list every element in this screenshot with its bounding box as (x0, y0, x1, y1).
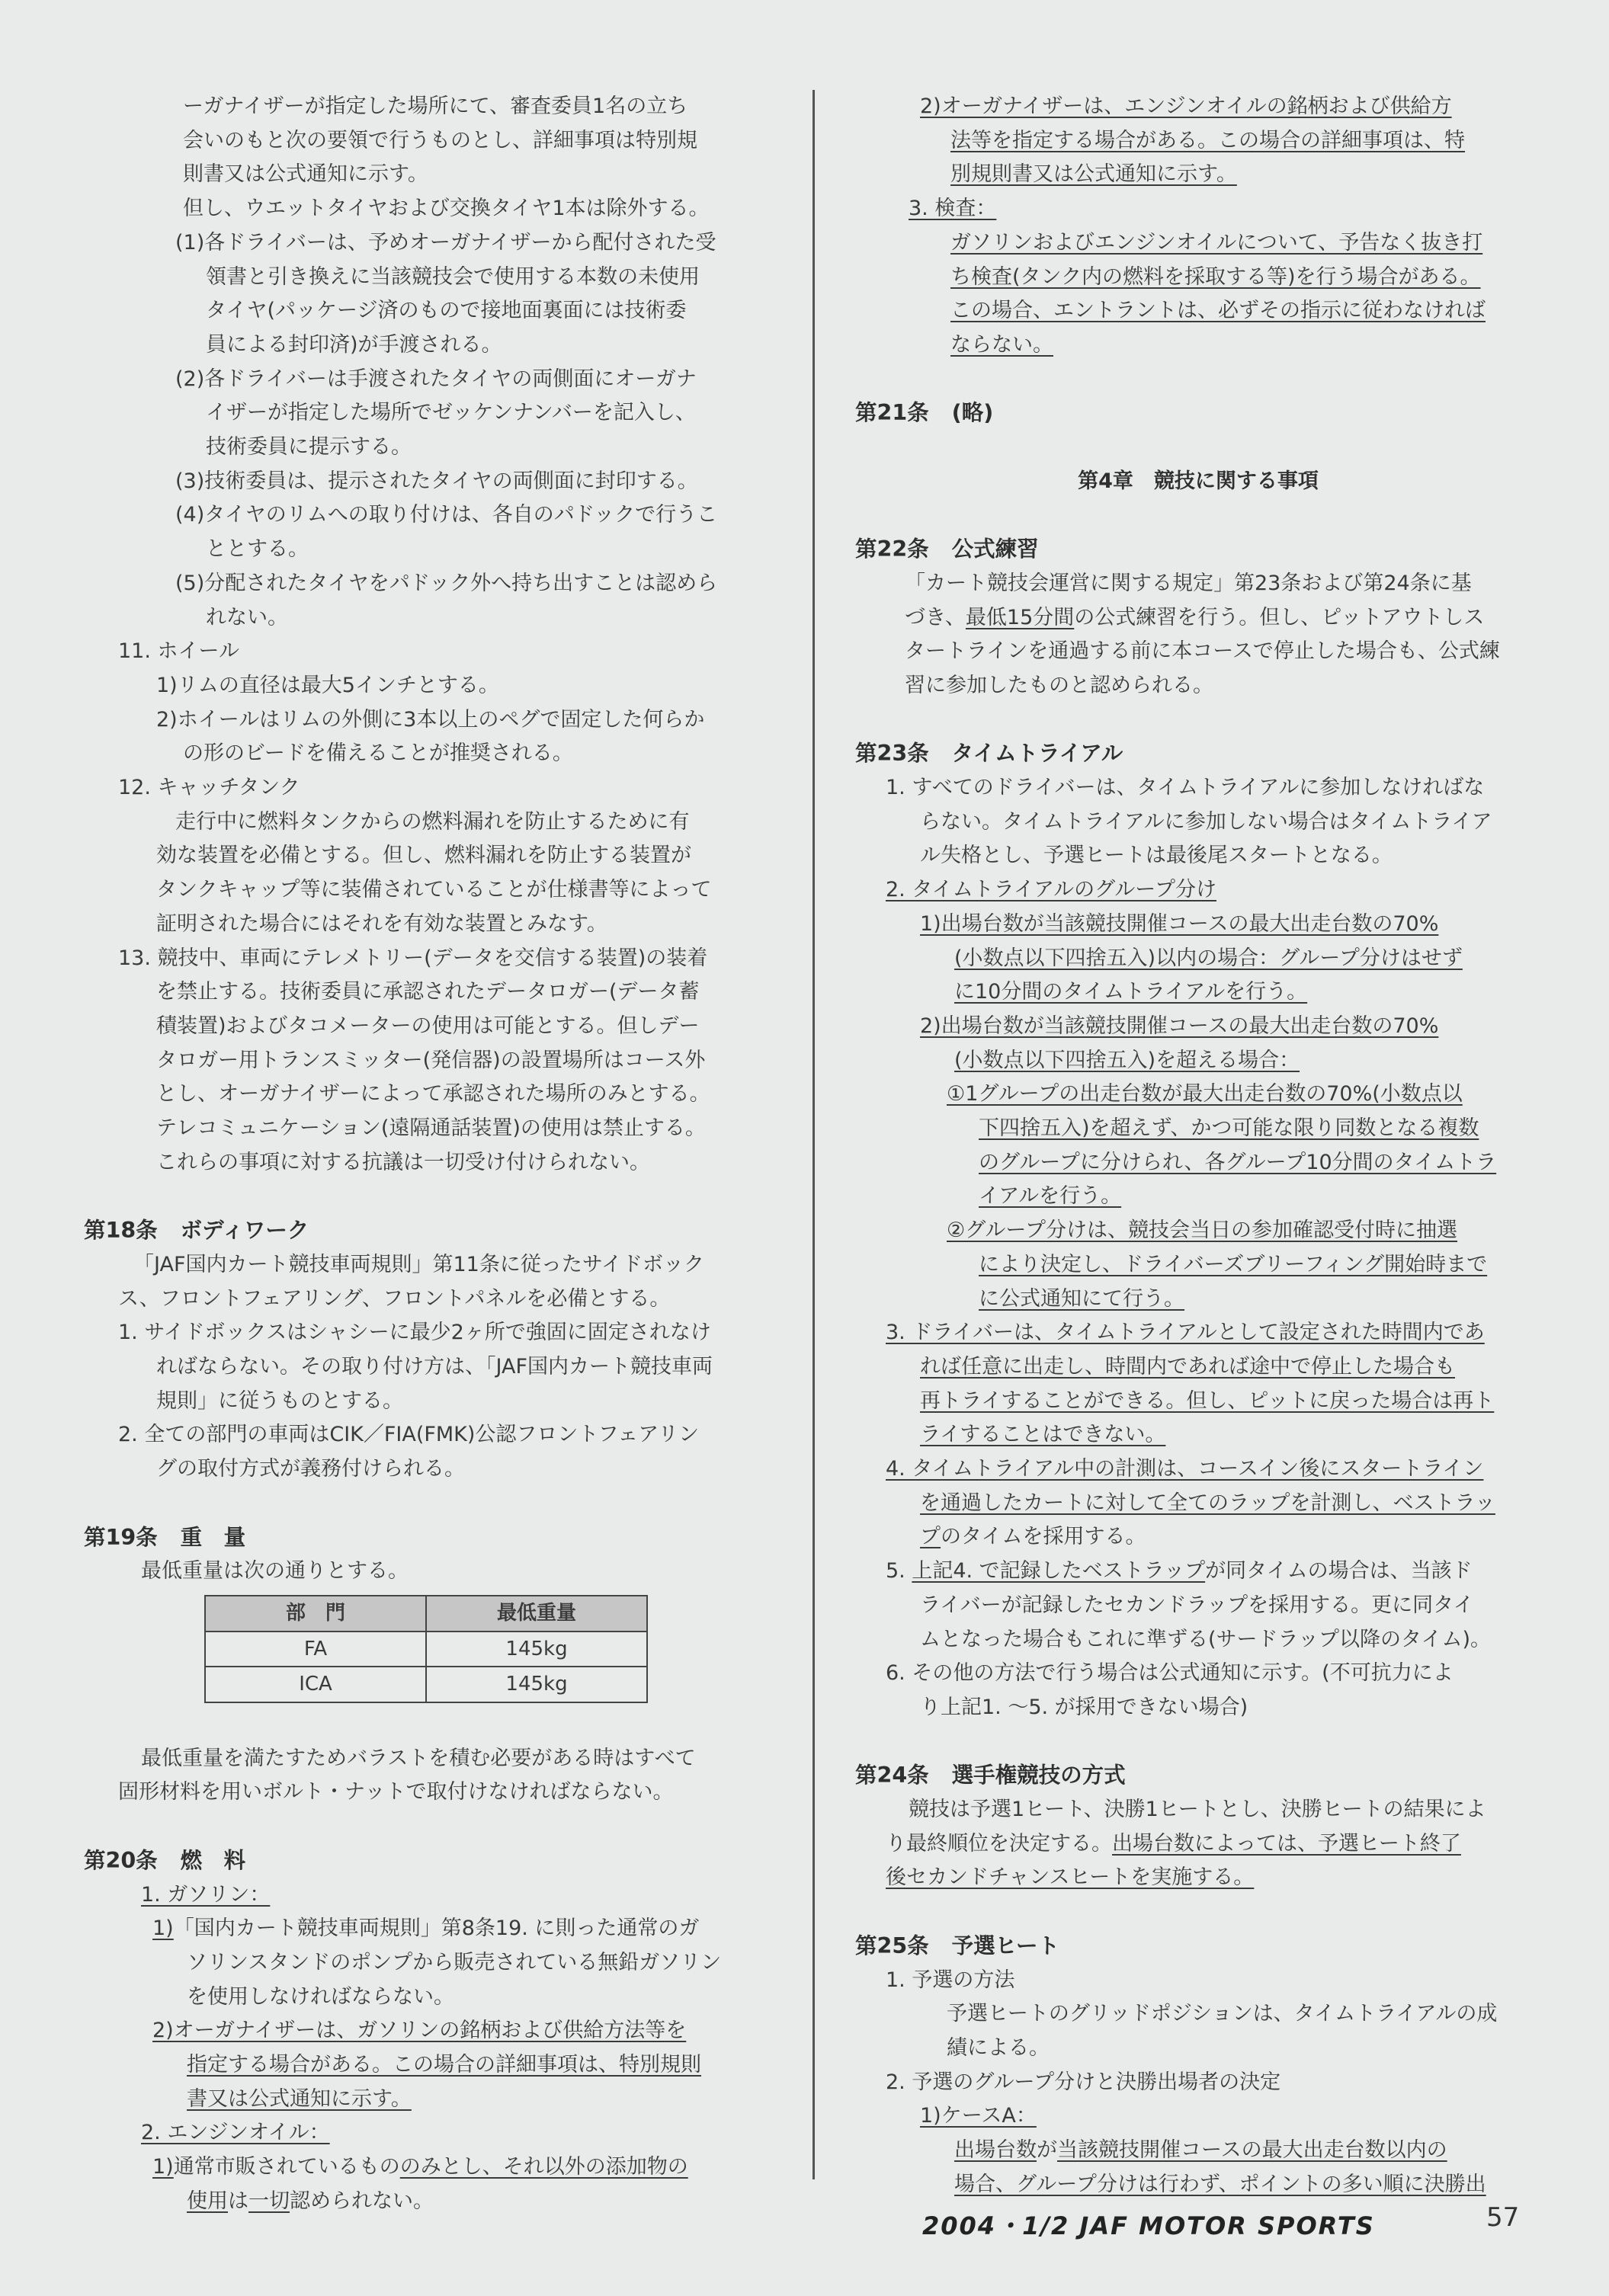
text-line (855, 839, 1541, 873)
text-line (84, 1248, 774, 1282)
text-span: が同タイムの場合は、当該ド (1205, 1559, 1473, 1584)
text-span: ス、フロントフェアリング、フロントパネルを必備とする。 (118, 1286, 671, 1311)
text-line (855, 192, 1541, 226)
text-span: 走行中に燃料タンクからの燃料漏れを防止するために有 (175, 809, 690, 834)
text-span: 12. キャッチタンク (118, 776, 300, 800)
text-line (855, 1589, 1541, 1623)
spacer (855, 363, 1541, 397)
text-line (855, 226, 1541, 261)
underlined-text: 再トライすることができる。但し、ピットに戻った場合は再ト (920, 1388, 1495, 1413)
text-line (84, 703, 774, 738)
text-span: 6. その他の方法で行う場合は公式通知に示す。(不可抗力によ (886, 1661, 1454, 1686)
text-span: づき、 (905, 605, 966, 629)
text-span: 1. サイドボックスはシャシーに最少2ヶ所で強固に固定されなけ (118, 1321, 711, 1345)
text-line (855, 2134, 1541, 2168)
underlined-text: を通過したカートに対して全てのラップを計測し、ベストラッ (920, 1491, 1495, 1515)
text-span: 第18条 (84, 1218, 158, 1244)
text-span: 証明された場合にはそれを有効な装置とみなす。 (156, 911, 607, 936)
spacer (855, 431, 1541, 465)
spacer (84, 1810, 774, 1844)
text-span: 1)リムの直径は最大5インチとする。 (156, 673, 499, 697)
text-line (855, 294, 1541, 328)
page-number: 57 (1486, 2202, 1520, 2233)
text-line (855, 1452, 1541, 1487)
text-line (855, 567, 1541, 601)
text-span: 選手権競技の方式 (951, 1763, 1126, 1788)
text-span: のタイムを採用する。 (941, 1525, 1146, 1549)
text-line (84, 1946, 774, 1981)
table-header: 最低重量 (426, 1596, 647, 1632)
text-span: 通常市販されているもの (173, 2155, 400, 2179)
text-line (855, 1385, 1541, 1419)
text-span: ソリンスタンドのポンプから販売されている無鉛ガソリン (187, 1950, 722, 1974)
text-span: ボディワーク (180, 1218, 309, 1244)
text-line (855, 1997, 1541, 2032)
text-span: 2. 全ての部門の車両はCIK／FIA(FMK)公認フロントフェアリン (118, 1423, 700, 1447)
underlined-text: 2. エンジンオイル： (141, 2121, 330, 2145)
text-span: タートラインを通過する前に本コースで停止した場合も、公式練 (905, 639, 1500, 664)
text-line (855, 1555, 1541, 1589)
text-line (855, 2099, 1541, 2134)
text-line (855, 1180, 1541, 1214)
article-heading (84, 1521, 774, 1555)
underlined-text: 1)ケースA： (920, 2104, 1037, 2128)
text-line (855, 873, 1541, 908)
underlined-text: ②グループ分けは、競技会当日の参加確認受付時に抽選 (947, 1218, 1458, 1243)
text-span: 2)ホイールはリムの外側に3本以上のペグで固定した何らか (156, 707, 705, 732)
text-span: (3)技術委員は、提示されたタイヤの両側面に封印する。 (175, 469, 698, 493)
text-span: ーガナイザーが指定した場所にて、審査委員1名の立ち (183, 94, 688, 118)
spacer (84, 1487, 774, 1521)
text-span: の公式練習を行う。但し、ピットアウトしス (1074, 605, 1485, 629)
underlined-text: れば任意に出走し、時間内であれば途中で停止した場合も (920, 1354, 1455, 1379)
text-line (84, 396, 774, 431)
underlined-text: ち検査(タンク内の燃料を採取する等)を行う場合がある。 (950, 264, 1481, 289)
text-span: 13. 競技中、車両にテレメトリー(データを交信する装置)の装着 (118, 946, 708, 970)
text-line (84, 1385, 774, 1419)
article-heading (855, 533, 1541, 567)
underlined-text: 別規則書又は公式通知に示す。 (950, 162, 1237, 187)
text-line (855, 1248, 1541, 1282)
text-line (855, 1316, 1541, 1350)
text-line (855, 942, 1541, 976)
text-line (84, 805, 774, 840)
underlined-text: に10分間のタイムトライアルを行う。 (954, 980, 1308, 1004)
text-line (855, 975, 1541, 1010)
text-line (84, 328, 774, 363)
text-span: 固形材料を用いボルト・ナットで取付けなければならない。 (118, 1780, 674, 1804)
text-span: り最終順位を決定する。 (886, 1831, 1112, 1856)
text-line (84, 261, 774, 295)
text-span: (1)各ドライバーは、予めオーガナイザーから配付された受 (175, 230, 716, 255)
text-span: 「カート競技会運営に関する規定」第23条および第24条に基 (905, 571, 1472, 595)
text-line (84, 2116, 774, 2150)
table-cell: 145kg (426, 1667, 647, 1702)
text-line (84, 942, 774, 976)
text-span: 員による封印済)が手渡される。 (206, 332, 502, 357)
table-header: 部 門 (205, 1596, 426, 1632)
text-span: ライバーが記録したセカンドラップを採用する。更に同タイ (920, 1593, 1474, 1617)
text-span: が (1037, 2138, 1057, 2163)
table-cell: 145kg (426, 1632, 647, 1667)
text-span: タイヤ(パッケージ済のもので接地面裏面には技術委 (206, 299, 687, 323)
text-line (855, 261, 1541, 295)
article-heading (855, 396, 1541, 431)
text-span: らない。タイムトライアルに参加しない場合はタイムトライア (920, 809, 1492, 834)
table-cell: ICA (205, 1667, 426, 1702)
text-line (855, 1112, 1541, 1146)
text-line (84, 431, 774, 465)
underlined-text: のみとし、それ以外の添加物の (399, 2155, 688, 2179)
text-span: (2)各ドライバーは手渡されたタイヤの両側面にオーガナ (175, 367, 697, 391)
underlined-text: 指定する場合がある。この場合の詳細事項は、特別規則 (187, 2053, 701, 2077)
text-span: 但し、ウエットタイヤおよび交換タイヤ1本は除外する。 (183, 197, 710, 221)
text-span: 規則」に従うものとする。 (156, 1388, 403, 1413)
underlined-text: 3. 検査： (909, 197, 997, 221)
text-line (855, 601, 1541, 636)
text-span: 2. 予選のグループ分けと決勝出場者の決定 (886, 2070, 1281, 2094)
weight-table (204, 1595, 648, 1703)
left-column (84, 90, 774, 2219)
text-line (84, 567, 774, 601)
spacer (84, 1708, 774, 1742)
underlined-text: (小数点以下四捨五入)を超える場合： (954, 1048, 1300, 1072)
underlined-text: 2. タイムトライアルのグループ分け (886, 878, 1216, 902)
text-line (84, 2014, 774, 2048)
text-span: 1. すべてのドライバーは、タイムトライアルに参加しなければな (886, 776, 1485, 799)
underlined-text: 1. ガソリン： (141, 1882, 271, 1907)
text-line (855, 1657, 1541, 1691)
text-line (855, 124, 1541, 159)
text-span: 第25条 (855, 1933, 929, 1958)
underlined-text: ならない。 (950, 332, 1053, 357)
text-span: 最低重量は次の通りとする。 (141, 1559, 409, 1584)
text-line (855, 328, 1541, 363)
text-line (84, 1078, 774, 1112)
text-span: は (228, 2189, 248, 2213)
text-line (84, 1878, 774, 1913)
underlined-text: 場合、グループ分けは行わず、ポイントの多い順に決勝出 (954, 2172, 1486, 2196)
text-line (855, 1010, 1541, 1044)
table-row (205, 1667, 647, 1702)
text-span: 第23条 (855, 741, 929, 767)
underlined-text: ①1グループの出走台数が最大出走台数の70%(小数点以 (947, 1082, 1463, 1106)
spacer (855, 1725, 1541, 1760)
text-line (84, 498, 774, 533)
text-span: (4)タイヤのリムへの取り付けは、各自のパドックで行うこ (175, 503, 718, 527)
spacer (855, 498, 1541, 533)
table-header-row (205, 1596, 647, 1632)
text-span: タイムトライアル (951, 741, 1123, 767)
text-span: り上記1. ～5. が採用できない場合) (920, 1695, 1248, 1719)
underlined-text: 2)出場台数が当該競技開催コースの最大出走台数の70% (920, 1014, 1439, 1038)
text-span: タンクキャップ等に装備されていることが仕様書等によって (156, 878, 712, 902)
article-heading (84, 1844, 774, 1878)
text-line (84, 158, 774, 192)
text-line (84, 839, 774, 873)
text-span: 第24条 (855, 1763, 929, 1788)
text-span: イザーが指定した場所でゼッケンナンバーを記入し、 (206, 401, 696, 425)
text-line (855, 2168, 1541, 2202)
text-line (84, 601, 774, 636)
text-line (855, 1214, 1541, 1248)
underlined-text: ライすることはできない。 (920, 1423, 1166, 1447)
text-span: これらの事項に対する抗議は一切受け付けられない。 (156, 1150, 650, 1174)
text-line (84, 1282, 774, 1317)
text-line (855, 1487, 1541, 1521)
text-line (84, 1350, 774, 1385)
text-line (855, 771, 1541, 805)
text-span: ムとなった場合もこれに準ずる(サードラップ以降のタイム)。 (920, 1627, 1491, 1651)
text-span: の形のビードを備えることが推奨される。 (183, 741, 573, 766)
text-line (84, 1112, 774, 1146)
text-line (855, 1282, 1541, 1317)
article-heading (855, 1759, 1541, 1793)
text-span: とし、オーガナイザーによって承認された場所のみとする。 (156, 1082, 710, 1106)
underlined-text: 2)オーガナイザーは、エンジンオイルの銘柄および供給方 (920, 94, 1452, 118)
text-span: 「JAF国内カート競技車両規則」第11条に従ったサイドボック (133, 1252, 704, 1276)
text-line (84, 873, 774, 908)
underlined-text: 後セカンドチャンスヒートを実施する。 (886, 1865, 1255, 1890)
article-heading (855, 737, 1541, 771)
text-line (855, 2066, 1541, 2100)
underlined-text: 使用 (187, 2189, 228, 2213)
underlined-text: プ (920, 1525, 941, 1549)
text-line (855, 90, 1541, 124)
text-span: グの取付方式が義務付けられる。 (156, 1457, 465, 1481)
text-line (84, 1742, 774, 1776)
text-span: れない。 (206, 605, 288, 629)
text-span: 燃 料 (180, 1847, 246, 1873)
text-line (855, 2032, 1541, 2066)
text-line (855, 1350, 1541, 1385)
text-span: 第22条 (855, 536, 929, 562)
text-line (84, 124, 774, 159)
text-line (855, 1861, 1541, 1895)
text-span: 「国内カート競技車両規則」第8条19. に則った通常のガ (173, 1917, 700, 1941)
table-cell: FA (205, 1632, 426, 1667)
text-line (84, 226, 774, 261)
text-span: 績による。 (947, 2035, 1050, 2060)
text-span: 会いのもと次の要領で行うものとし、詳細事項は特別規 (183, 128, 697, 152)
text-line (855, 1520, 1541, 1555)
text-span: 領書と引き換えに当該競技会で使用する本数の未使用 (206, 264, 700, 289)
text-span: 1. 予選の方法 (886, 1968, 1015, 1992)
text-line (84, 363, 774, 397)
text-span: ル失格とし、予選ヒートは最後尾スタートとなる。 (920, 844, 1393, 868)
text-span: 最低重量を満たすためバラストを積む必要がある時はすべて (141, 1746, 696, 1770)
table-row (205, 1632, 647, 1667)
text-line (855, 1793, 1541, 1827)
underlined-text: 法等を指定する場合がある。この場合の詳細事項は、特 (950, 128, 1465, 152)
underlined-text: (小数点以下四捨五入)以内の場合：グループ分けはせず (954, 946, 1463, 970)
text-span: (5)分配されたタイヤをパドック外へ持ち出すことは認めら (175, 571, 718, 595)
text-line (84, 908, 774, 942)
text-span: 予選ヒート (951, 1933, 1060, 1958)
magazine-footer: 2004・1/2 JAF MOTOR SPORTS (922, 2211, 1375, 2240)
text-line (855, 1044, 1541, 1078)
spacer (855, 703, 1541, 738)
text-span: 習に参加したものと認められる。 (905, 673, 1213, 697)
underlined-text: 下四捨五入)を超えず、かつ可能な限り同数となる複数 (979, 1116, 1479, 1141)
text-span: (略) (951, 400, 994, 426)
text-span: を禁止する。技術委員に承認されたデータロガー(データ蓄 (156, 980, 700, 1004)
text-span: 第21条 (855, 400, 929, 426)
text-line (855, 158, 1541, 192)
underlined-text: 1) (152, 2155, 174, 2179)
underlined-text: イアルを行う。 (979, 1184, 1122, 1209)
text-line (84, 465, 774, 499)
text-line (84, 1044, 774, 1078)
text-span: を使用しなければならない。 (187, 1984, 454, 2009)
text-span: 5. (886, 1559, 912, 1584)
text-line (84, 737, 774, 771)
text-span: 予選ヒートのグリッドポジションは、タイムトライアルの成 (947, 2002, 1498, 2026)
text-line (84, 1146, 774, 1180)
underlined-text: 書又は公式通知に示す。 (187, 2086, 412, 2111)
text-line (84, 1452, 774, 1487)
text-line (84, 1981, 774, 2015)
text-span: タロガー用トランスミッター(発信器)の設置場所はコース外 (156, 1048, 706, 1072)
underlined-text: に公式通知にて行う。 (979, 1286, 1184, 1311)
text-line (84, 1010, 774, 1044)
text-line (855, 805, 1541, 840)
text-span: 第20条 (84, 1847, 158, 1873)
text-line (84, 1316, 774, 1350)
text-span: 公式練習 (951, 536, 1039, 562)
underlined-text: 出場台数 (954, 2138, 1037, 2163)
underlined-text: この場合、エントラントは、必ずその指示に従わなければ (950, 299, 1486, 323)
text-line (855, 635, 1541, 669)
text-span: 第19条 (84, 1524, 158, 1550)
text-span: 効な装置を必備とする。但し、燃料漏れを防止する装置が (156, 844, 691, 868)
column-divider (813, 90, 815, 2179)
underlined-text: 1)出場台数が当該競技開催コースの最大出走台数の70% (920, 911, 1439, 936)
text-span: ととする。 (206, 537, 309, 562)
underlined-text: 1) (152, 1917, 174, 1941)
text-line (84, 533, 774, 567)
spacer (855, 1895, 1541, 1929)
text-line (84, 2150, 774, 2185)
text-line (855, 1146, 1541, 1180)
underlined-text: 当該競技開催コースの最大出走台数以内の (1057, 2138, 1447, 2163)
text-line (84, 294, 774, 328)
article-heading (855, 1929, 1541, 1964)
underlined-text: 最低15分間 (965, 605, 1075, 629)
text-line (855, 1078, 1541, 1112)
text-line (84, 2083, 774, 2117)
text-line (84, 1912, 774, 1946)
text-line (84, 1776, 774, 1810)
text-span: 11. ホイール (118, 639, 239, 664)
text-span: 認められない。 (290, 2189, 434, 2213)
text-span: 積装置)およびタコメーターの使用は可能とする。但しデー (156, 1014, 700, 1038)
text-line (84, 90, 774, 124)
text-line (84, 2185, 774, 2219)
underlined-text: のグループに分けられ、各グループ10分間のタイムトラ (979, 1150, 1497, 1174)
text-line (84, 2048, 774, 2083)
text-span: テレコミュニケーション(遠隔通話装置)の使用は禁止する。 (156, 1116, 706, 1141)
text-line (855, 669, 1541, 703)
underlined-text: 3. ドライバーは、タイムトライアルとして設定された時間内であ (886, 1321, 1485, 1345)
text-line (855, 1827, 1541, 1862)
text-line (84, 635, 774, 669)
right-column (855, 90, 1541, 2202)
underlined-text: 出場台数によっては、予選ヒート終了 (1112, 1831, 1461, 1856)
text-line (84, 771, 774, 805)
text-line (84, 1555, 774, 1589)
text-line (84, 1418, 774, 1452)
article-heading (84, 1214, 774, 1248)
text-line (84, 669, 774, 703)
text-span: 競技は予選1ヒート、決勝1ヒートとし、決勝ヒートの結果によ (909, 1798, 1486, 1822)
underlined-text: 上記4. で記録したベストラップ (912, 1559, 1206, 1584)
text-span: 則書又は公式通知に示す。 (183, 162, 428, 187)
text-span: 重 量 (180, 1524, 246, 1550)
underlined-text: ガソリンおよびエンジンオイルについて、予告なく抜き打 (950, 230, 1483, 255)
underlined-text: により決定し、ドライバーズブリーフィング開始時まで (979, 1252, 1488, 1276)
text-line (855, 1623, 1541, 1657)
text-span: ればならない。その取り付け方は、「JAF国内カート競技車両 (156, 1355, 713, 1379)
text-span: 技術委員に提示する。 (206, 435, 412, 460)
text-line (855, 1691, 1541, 1725)
text-line (855, 1418, 1541, 1452)
text-span: 第4章 競技に関する事項 (1078, 469, 1319, 493)
underlined-text: 一切 (248, 2189, 290, 2213)
text-line (84, 192, 774, 226)
chapter-heading (855, 465, 1541, 499)
spacer (84, 1180, 774, 1215)
underlined-text: 4. タイムトライアル中の計測は、コースイン後にスタートライン (886, 1457, 1484, 1481)
text-line (855, 1964, 1541, 1998)
underlined-text: 2)オーガナイザーは、ガソリンの銘柄および供給方法等を (152, 2019, 687, 2043)
text-line (855, 908, 1541, 942)
text-line (84, 975, 774, 1010)
